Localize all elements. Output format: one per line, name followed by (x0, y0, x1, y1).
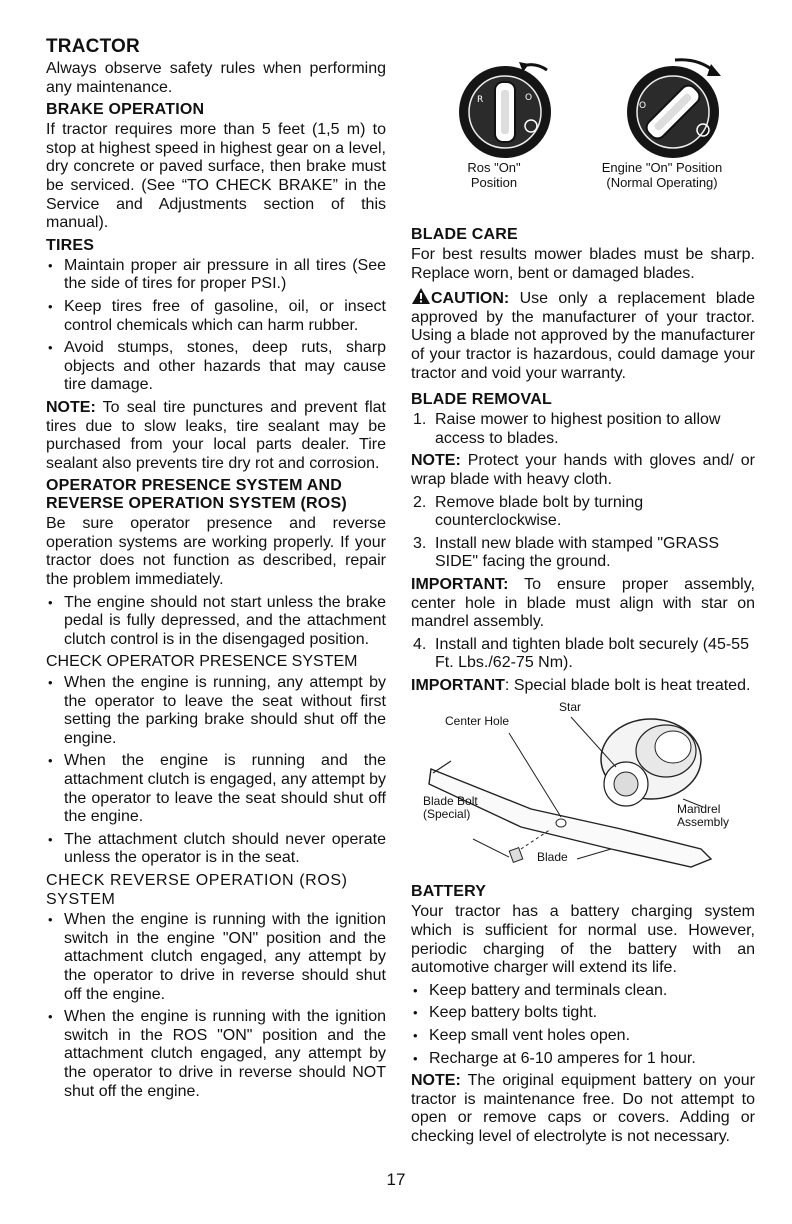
list-item: • Keep battery and terminals clean. (411, 982, 755, 1001)
blade-removal-steps-c (411, 636, 755, 673)
star-label: Star (559, 700, 582, 715)
check-operator-heading: CHECK OPERATOR PRESENCE SYSTEM (46, 653, 358, 671)
list-item: • When the engine is running with the ignition switch in the engine "ON" position and the attachment clutch engaged, any attempt by the operator to drive in reverse should shut off the engine. (46, 911, 386, 1004)
check-reverse-heading: CHECK REVERSE OPERATION (ROS) SYSTEM (46, 871, 348, 908)
list-item: • The attachment clutch should never operate unless the operator is in the seat. (46, 831, 386, 868)
blade-care-text: For best results mower blades must be sharp. Replace worn, bent or damaged blades. (411, 246, 755, 282)
brake-text: If tractor requires more than 5 feet (1,5 m) to stop at highest speed in highest gear on a level, dry concrete or paved surface, then brake must be serviced. (See “TO CHECK BRAKE” in the Service and Adjustments section of this manual). (46, 121, 386, 232)
important-label: IMPORTANT (411, 676, 505, 694)
svg-text:O: O (639, 101, 647, 111)
important-text: : Special blade bolt is heat treated. (504, 676, 751, 694)
note-text: Protect your hands with gloves and/ or wrap blade with heavy cloth. (411, 452, 755, 488)
svg-text:R: R (477, 95, 484, 105)
page-number: 17 (386, 1170, 406, 1189)
note-label: NOTE: (411, 452, 461, 470)
blade-removal-steps-b (411, 494, 755, 572)
list-item: • When the engine is running with the ignition switch in the ROS "ON" position and the attachment clutch engaged, any attempt by the operator to drive in reverse should NOT shut off the engine. (46, 1008, 386, 1101)
list-item: • The engine should not start unless the brake pedal is fully depressed, and the attachment clutch control is in the disengaged position. (46, 594, 386, 650)
list-item: 4. Install and tighten blade bolt securely (45-55 Ft. Lbs./62-75 Nm). (413, 635, 749, 672)
tires-list (46, 257, 386, 395)
ros-caption: Ros "On" Position (467, 160, 521, 190)
battery-heading: BATTERY (411, 883, 487, 901)
battery-note (411, 1072, 755, 1146)
ops-text: Be sure operator presence and reverse operation systems are working properly. If your tractor does not function as described, repair the problem immediately. (46, 515, 386, 589)
note-text: To seal tire punctures and prevent flat tires due to slow leaks, tire sealant may be purchased from your local parts dealer. Tire sealant also prevents tire dry rot and corrosion. (46, 398, 386, 472)
svg-text:O: O (525, 93, 533, 103)
list-item: • Keep battery bolts tight. (411, 1004, 755, 1023)
right-column (411, 36, 755, 1151)
caution-text (411, 287, 755, 383)
battery-text: Your tractor has a battery charging system which is sufficient for normal use. However, periodic charging of the battery with an automotive charger will extend its life. (411, 903, 755, 977)
ros-switch-icon (435, 52, 575, 162)
list-item: • Keep tires free of gasoline, oil, or insect control chemicals which can harm rubber. (46, 298, 386, 335)
list-item: • Maintain proper air pressure in all tires (See the side of tires for proper PSI.) (46, 257, 386, 294)
list-item: • Avoid stumps, stones, deep ruts, sharp objects and other hazards that may cause tire damage. (46, 339, 386, 395)
engine-caption: Engine "On" Position (Normal Operating) (601, 160, 723, 190)
tires-heading: TIRES (46, 236, 95, 254)
ops-heading: OPERATOR PRESENCE SYSTEM AND REVERSE OPERATION SYSTEM (ROS) (46, 477, 347, 513)
brake-heading: BRAKE OPERATION (46, 101, 205, 119)
ignition-switch-figures (411, 52, 755, 222)
intro-text: Always observe safety rules when performing any maintenance. (46, 60, 386, 96)
left-column (46, 36, 386, 1105)
warning-triangle-icon (411, 287, 431, 305)
blade-care-heading: BLADE CARE (411, 226, 518, 243)
caution-body: Use only a replacement blade approved by the manufacturer of your tractor. Using a blade not approved by the manufacturer of your tractor is hazardous, could damage your tractor and void your warranty. (411, 290, 755, 382)
list-item: 1. Raise mower to highest position to allow access to blades. (413, 411, 721, 447)
blade-assembly-figure (411, 699, 755, 879)
battery-list (411, 982, 755, 1068)
removal-note (411, 452, 755, 489)
blade-removal-heading: BLADE REMOVAL (411, 391, 552, 409)
note-label: NOTE: (46, 398, 96, 416)
blade-removal-steps-a (411, 411, 755, 448)
blade-label: Blade (537, 850, 568, 865)
note-text: The original equipment battery on your tractor is maintenance free. Do not attempt to open or remove caps or covers. Adding or checking level of electrolyte is not necessary. (411, 1072, 755, 1145)
list-item: • Keep small vent holes open. (411, 1027, 755, 1046)
list-item: 2. Remove blade bolt by turning counterclockwise. (413, 493, 644, 530)
check-reverse-list (46, 911, 386, 1101)
engine-switch-icon (603, 52, 743, 162)
list-item: • When the engine is running, any attempt by the operator to leave the seat without first setting the parking brake should shut off the engine. (46, 674, 386, 748)
important-text: To ensure proper assembly, center hole in blade must align with star on mandrel assembly. (411, 575, 755, 631)
list-item: 3. Install new blade with stamped "GRASS SIDE" facing the ground. (413, 534, 720, 571)
blade-bolt-label: Blade Bolt (Special) (423, 794, 478, 822)
list-item: • Recharge at 6-10 amperes for 1 hour. (411, 1050, 755, 1069)
caution-label: CAUTION: (431, 290, 510, 308)
center-hole-label: Center Hole (445, 714, 510, 729)
important-label: IMPORTANT: (411, 575, 509, 593)
important-1 (411, 576, 755, 632)
section-title: TRACTOR (46, 36, 140, 57)
mandrel-label: Mandrel Assembly (677, 802, 730, 830)
note-label: NOTE: (411, 1072, 461, 1090)
check-operator-list (46, 674, 386, 868)
tires-note (46, 399, 386, 473)
ops-list (46, 594, 386, 650)
important-2 (411, 677, 755, 696)
list-item: • When the engine is running and the attachment clutch is engaged, any attempt by the operator to leave the seat should shut off the engine. (46, 752, 386, 826)
